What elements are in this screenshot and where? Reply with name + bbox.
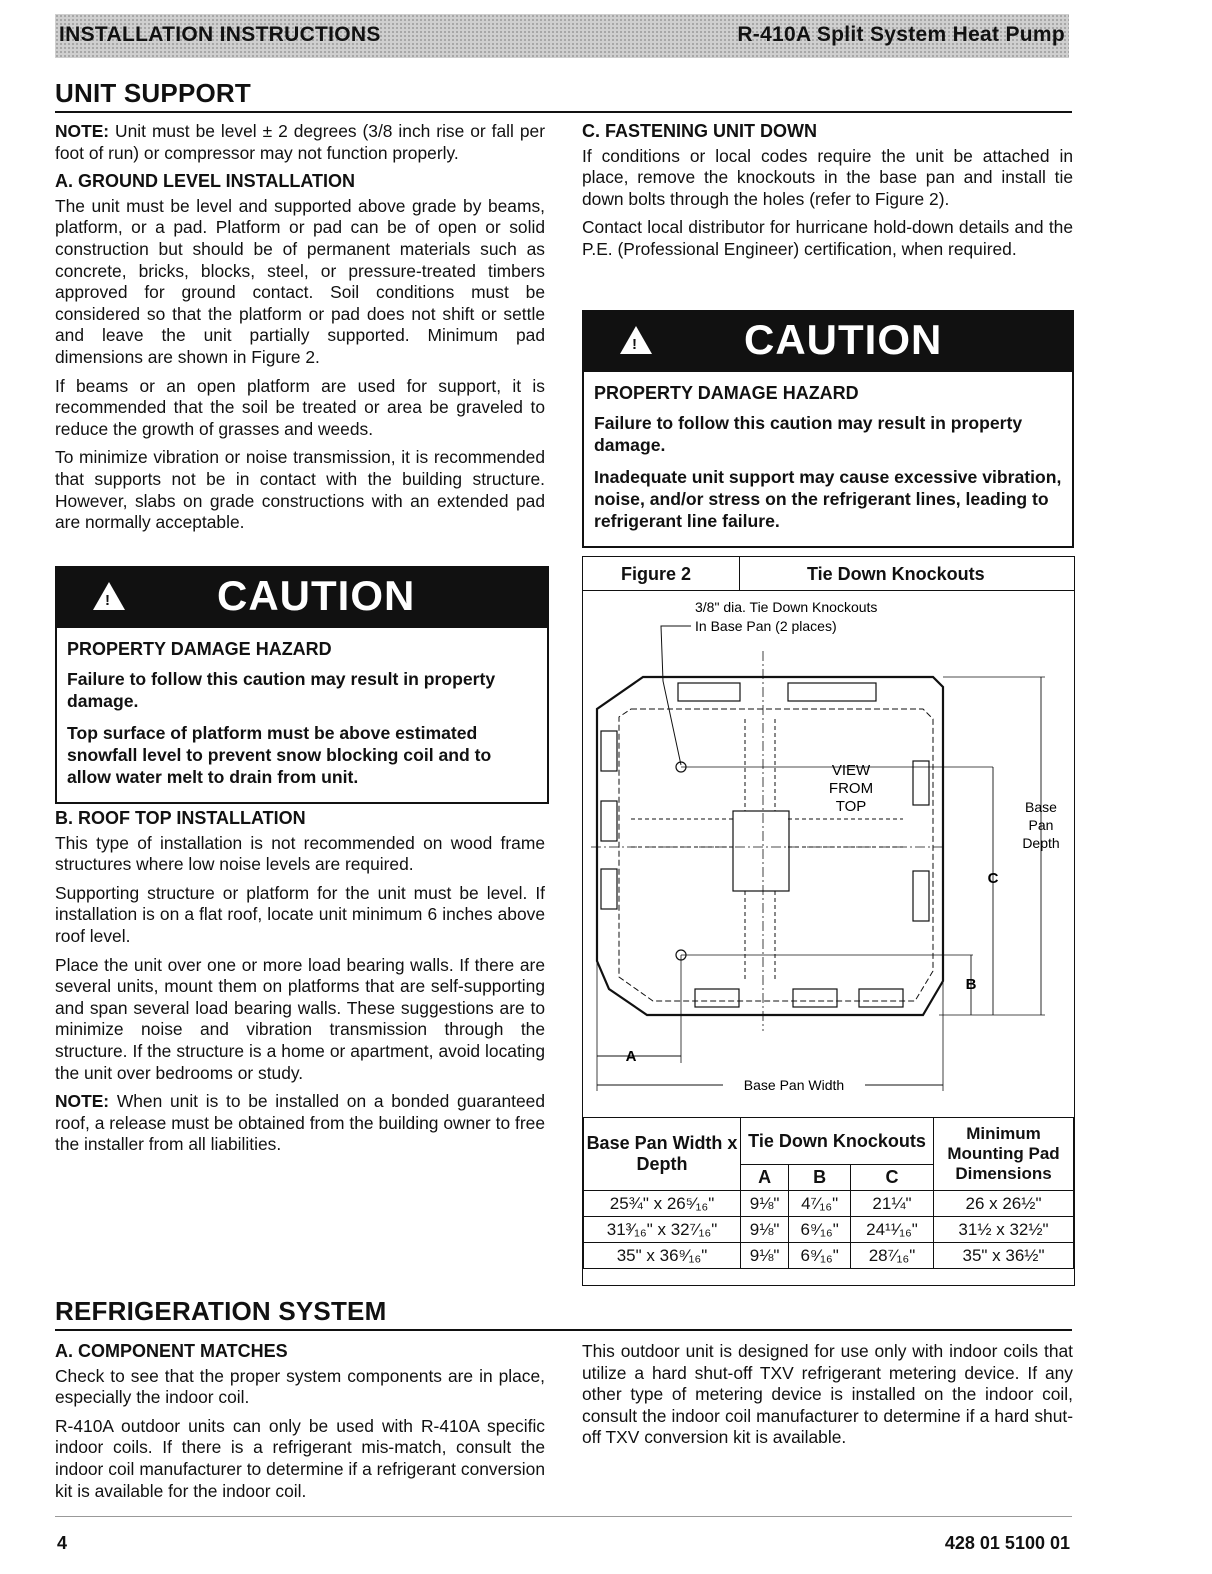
figure-label: Figure 2: [621, 564, 692, 584]
caution-box-1: [55, 566, 549, 804]
cell-c: 28⁷⁄₁₆": [850, 1243, 933, 1269]
note-label: NOTE:: [55, 121, 110, 141]
callout-line-1: 3/8" dia. Tie Down Knockouts: [695, 599, 878, 615]
ground-p3: To minimize vibration or noise transmission, it is recommended that supports not be in contact with the building structure. However, slabs on grade constructions with an extended pad are normally acceptable.: [55, 447, 545, 533]
roof-section: [55, 808, 545, 1163]
cell-a: 9⅛": [741, 1243, 789, 1269]
cell-c: 24¹¹⁄₁₆": [850, 1217, 933, 1243]
cell-min: 26 x 26½": [934, 1191, 1074, 1217]
caution-line2: Inadequate unit support may cause excessive vibration, noise, and/or stress on the refrigerant lines, leading to refrigerant line failure.: [594, 467, 1062, 531]
roof-note: [55, 1091, 545, 1156]
header-a: A: [741, 1165, 789, 1191]
header-c: C: [850, 1165, 933, 1191]
refrigeration-left: [55, 1341, 545, 1509]
depth-label-3: Depth: [1022, 835, 1060, 851]
refrigeration-p1: Check to see that the proper system components are in place, especially the indoor coil.: [55, 1365, 545, 1408]
fastening-p2: Contact local distributor for hurricane hold-down details and the P.E. (Professional Engineer) certification, when required.: [582, 217, 1073, 259]
header-left: INSTALLATION INSTRUCTIONS: [59, 23, 381, 46]
cell-min: 31½ x 32½": [934, 1217, 1074, 1243]
exclamation-icon: !: [632, 336, 637, 353]
header-minimum-pad: Minimum Mounting Pad Dimensions: [934, 1118, 1074, 1191]
dimension-b: B: [965, 976, 977, 993]
page-number: 4: [57, 1533, 68, 1553]
cell-b: 6⁹⁄₁₆": [789, 1243, 851, 1269]
callout-line-2: In Base Pan (2 places): [695, 618, 837, 634]
roof-p3: Place the unit over one or more load bearing walls. If there are several units, mount them on platforms that are self-supporting and span several load bearing walls. These suggestions are to minimize noise and vibration transmission through the structure. If the structure is a home or apartment, avoid locating the unit over bedrooms or study.: [55, 954, 545, 1083]
header-bar: [55, 14, 1069, 58]
caution-banner: [57, 568, 547, 628]
view-label-1: VIEW: [831, 762, 871, 779]
header-right: R-410A Split System Heat Pump: [737, 23, 1065, 46]
note-text: Unit must be level ± 2 degrees (3/8 inch rise or fall per foot of run) or compressor may not function properly.: [55, 121, 545, 163]
cell-c: 21¼": [850, 1191, 933, 1217]
figure-header: [583, 557, 1074, 591]
caution-box-2: [582, 310, 1074, 548]
cell-a: 9⅛": [741, 1191, 789, 1217]
section-rule: [55, 1329, 1072, 1331]
section-rule: [55, 111, 1072, 113]
header-base-pan: Base Pan Width x Depth: [584, 1118, 741, 1191]
right-column: [582, 121, 1073, 268]
cell-base: 25¾" x 26⁵⁄₁₆": [584, 1191, 741, 1217]
caution-hazard: PROPERTY DAMAGE HAZARD: [67, 639, 332, 659]
refrigeration-title: REFRIGERATION SYSTEM: [55, 1296, 387, 1326]
figure-2: [582, 556, 1075, 1286]
unit-support-title: UNIT SUPPORT: [55, 78, 251, 108]
table-row: [584, 1191, 1074, 1217]
refrigeration-p2: R-410A outdoor units can only be used with R-410A specific indoor coils. If there is a refrigerant mis-match, consult the indoor coil manufacturer to determine if a refrigerant conversion kit is available for the indoor coil.: [55, 1415, 545, 1501]
base-pan-width-label: Base Pan Width: [743, 1077, 845, 1093]
note-paragraph: [55, 121, 545, 164]
cell-b: 4⁷⁄₁₆": [789, 1191, 851, 1217]
dimensions-table: [583, 1117, 1074, 1269]
caution-line2: Top surface of platform must be above estimated snowfall level to prevent snow blocking coil and to allow water melt to drain from unit.: [67, 723, 492, 787]
view-label-2: FROM: [828, 780, 874, 797]
dimension-c: C: [987, 870, 999, 887]
figure-title: Tie Down Knockouts: [807, 564, 985, 584]
depth-label-2: Pan: [1028, 817, 1054, 833]
roof-note-label: NOTE:: [55, 1091, 110, 1112]
cell-base: 35" x 36⁹⁄₁₆": [584, 1243, 741, 1269]
refrigeration-right: [582, 1341, 1073, 1456]
header-b: B: [789, 1165, 851, 1191]
left-column: [55, 121, 545, 541]
view-label-3: TOP: [835, 798, 867, 815]
roof-p2: Supporting structure or platform for the unit must be level. If installation is on a flat roof, locate unit minimum 6 inches above roof level.: [55, 882, 545, 946]
cell-base: 31³⁄₁₆" x 32⁷⁄₁₆": [584, 1217, 741, 1243]
fastening-heading: C. FASTENING UNIT DOWN: [582, 121, 817, 141]
ground-p2: If beams or an open platform are used for support, it is recommended that the soil be treated or area be graveled to reduce the growth of grasses and weeds.: [55, 375, 545, 439]
caution-line1: Failure to follow this caution may result in property damage.: [67, 669, 496, 711]
roof-p1: This type of installation is not recommended on wood frame structures where low noise levels are required.: [55, 832, 545, 875]
ground-heading: A. GROUND LEVEL INSTALLATION: [55, 171, 355, 192]
header-tie-down: Tie Down Knockouts: [741, 1118, 934, 1165]
table-row: [584, 1217, 1074, 1243]
table-row: [584, 1243, 1074, 1269]
pan-inner-outline: [619, 709, 933, 1001]
component-matches-heading: A. COMPONENT MATCHES: [55, 1341, 288, 1361]
dimension-a: A: [625, 1048, 637, 1065]
ground-p1: The unit must be level and supported above grade by beams, platform, or a pad. Platform or pad can be of open or solid construction but should be of permanent materials such as concrete, bricks, blocks, steel, or pressure-treated timbers approved for ground contact. Soil conditions must be considered so that the platform or pad does not shift or settle and leave the unit partially supported. Minimum pad dimensions are shown in Figure 2.: [55, 195, 545, 367]
caution-label: CAUTION: [744, 316, 943, 363]
depth-label-1: Base: [1025, 799, 1057, 815]
cell-a: 9⅛": [741, 1217, 789, 1243]
caution-line1: Failure to follow this caution may result in property damage.: [594, 413, 1023, 455]
refrigeration-p3: This outdoor unit is designed for use only with indoor coils that utilize a hard shut-off TXV refrigerant metering device. If any other type of metering device is installed on the indoor coil, consult the indoor coil manufacturer to determine if a hard shut-off TXV conversion kit is available.: [582, 1341, 1073, 1448]
cell-min: 35" x 36½": [934, 1243, 1074, 1269]
fastening-p1: If conditions or local codes require the unit be attached in place, remove the knockouts in the base pan and install tie down bolts through the holes (refer to Figure 2).: [582, 145, 1073, 209]
cell-b: 6⁹⁄₁₆": [789, 1217, 851, 1243]
roof-note-text: When unit is to be installed on a bonded guaranteed roof, a release must be obtained from the building owner to free the installer from all liabilities.: [55, 1091, 545, 1155]
roof-heading: B. ROOF TOP INSTALLATION: [55, 808, 306, 828]
exclamation-icon: !: [105, 592, 110, 609]
callout-leader: [661, 626, 691, 765]
footer-rule: [55, 1516, 1072, 1517]
caution-hazard: PROPERTY DAMAGE HAZARD: [594, 383, 859, 403]
base-pan-diagram: [583, 591, 1074, 1116]
document-number: 428 01 5100 01: [944, 1533, 1070, 1553]
caution-banner: [584, 312, 1072, 372]
base-pan-outline: [597, 677, 943, 1015]
caution-label: CAUTION: [217, 572, 416, 619]
